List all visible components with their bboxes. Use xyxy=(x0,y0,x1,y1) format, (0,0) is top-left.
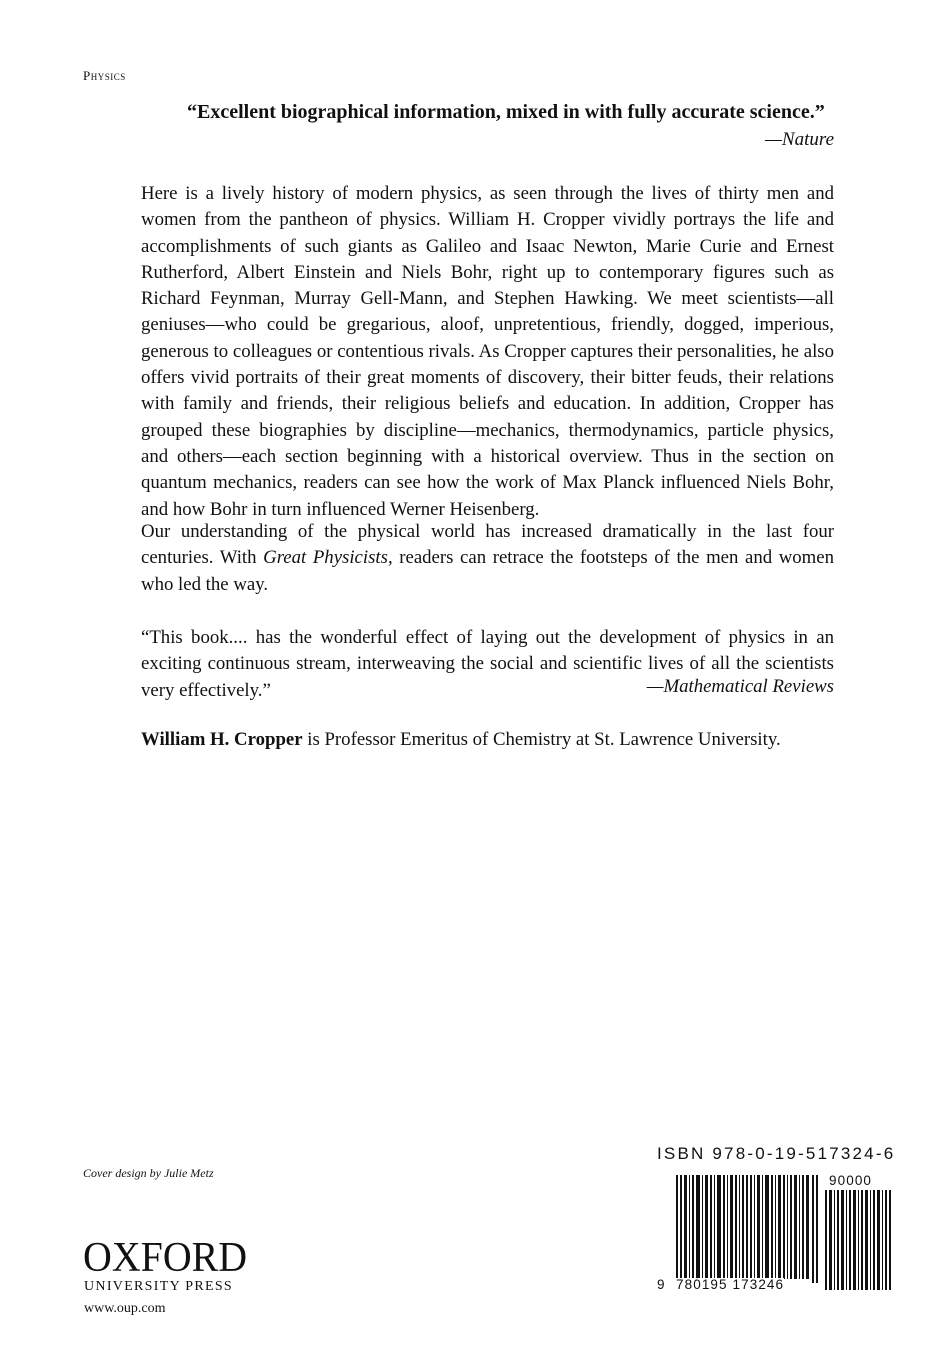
description-paragraph: Here is a lively history of modern physics, as seen through the lives of thirty men and women from the pantheon of physics. William H. Cropper vividly portrays the life and accomplishments of such giants as Galileo and Isaac Newton, Marie Curie and Ernest Rutherford, Albert Einstein and Niels Bohr, right up to contemporary figures such as Richard Feynman, Murray Gell-Mann, and Stephen Hawking. We meet scientists—all geniuses—who could be gregarious, aloof, unpretentious, friendly, dogged, imperious, generous to colleagues or contentious rivals. As Cropper captures their personalities, he also offers vivid portraits of their great moments of discovery, their bitter feuds, their relations with family and friends, their religious beliefs and education. In addition, Cropper has grouped these biographies by discipline—mechanics, thermodynamics, particle physics, and others—each section beginning with a historical overview. Thus in the section on quantum mechanics, readers can see how the work of Max Planck influenced Niels Bohr, and how Bohr in turn influenced Werner Heisenberg. xyxy=(141,183,834,520)
publisher-subtitle: UNIVERSITY PRESS xyxy=(84,1279,234,1294)
review-quote: “This book.... has the wonderful effect of laying out the development of physics in an exciting continuous stream, interweaving the social and scientific lives of all the scientists very effectively.” xyxy=(141,627,834,701)
nature-quote: “Excellent biographical information, mixed in with fully accurate science.” xyxy=(187,101,825,123)
cover-design-credit: Cover design by Julie Metz xyxy=(83,1166,214,1180)
summary-paragraph xyxy=(141,519,834,598)
summary-text-before: Our understanding of the physical world has increased dramatically in the last four centuries. With xyxy=(141,521,834,569)
barcode-first-digit: 9 xyxy=(657,1277,666,1292)
barcode-digits: 780195 173246 xyxy=(676,1277,785,1292)
category-label: Physics xyxy=(83,68,126,83)
summary-text-after: , readers can retrace the footsteps of the men and women who led the way. xyxy=(141,547,834,595)
barcode-main xyxy=(676,1175,821,1283)
author-bio xyxy=(141,729,781,751)
author-bio-text: is Professor Emeritus of Chemistry at St. Lawrence University. xyxy=(302,729,781,750)
review-attribution: —Mathematical Reviews xyxy=(646,676,834,697)
author-name: William H. Cropper xyxy=(141,729,303,750)
nature-attribution: —Nature xyxy=(765,129,834,150)
isbn-label: ISBN 978-0-19-517324-6 xyxy=(657,1144,896,1163)
oxford-logo: OXFORD xyxy=(83,1235,248,1281)
barcode-addon-digits: 90000 xyxy=(829,1173,873,1188)
publisher-url[interactable]: www.oup.com xyxy=(84,1301,166,1316)
book-title: Great Physicists xyxy=(263,547,388,569)
barcode-addon xyxy=(825,1190,895,1290)
